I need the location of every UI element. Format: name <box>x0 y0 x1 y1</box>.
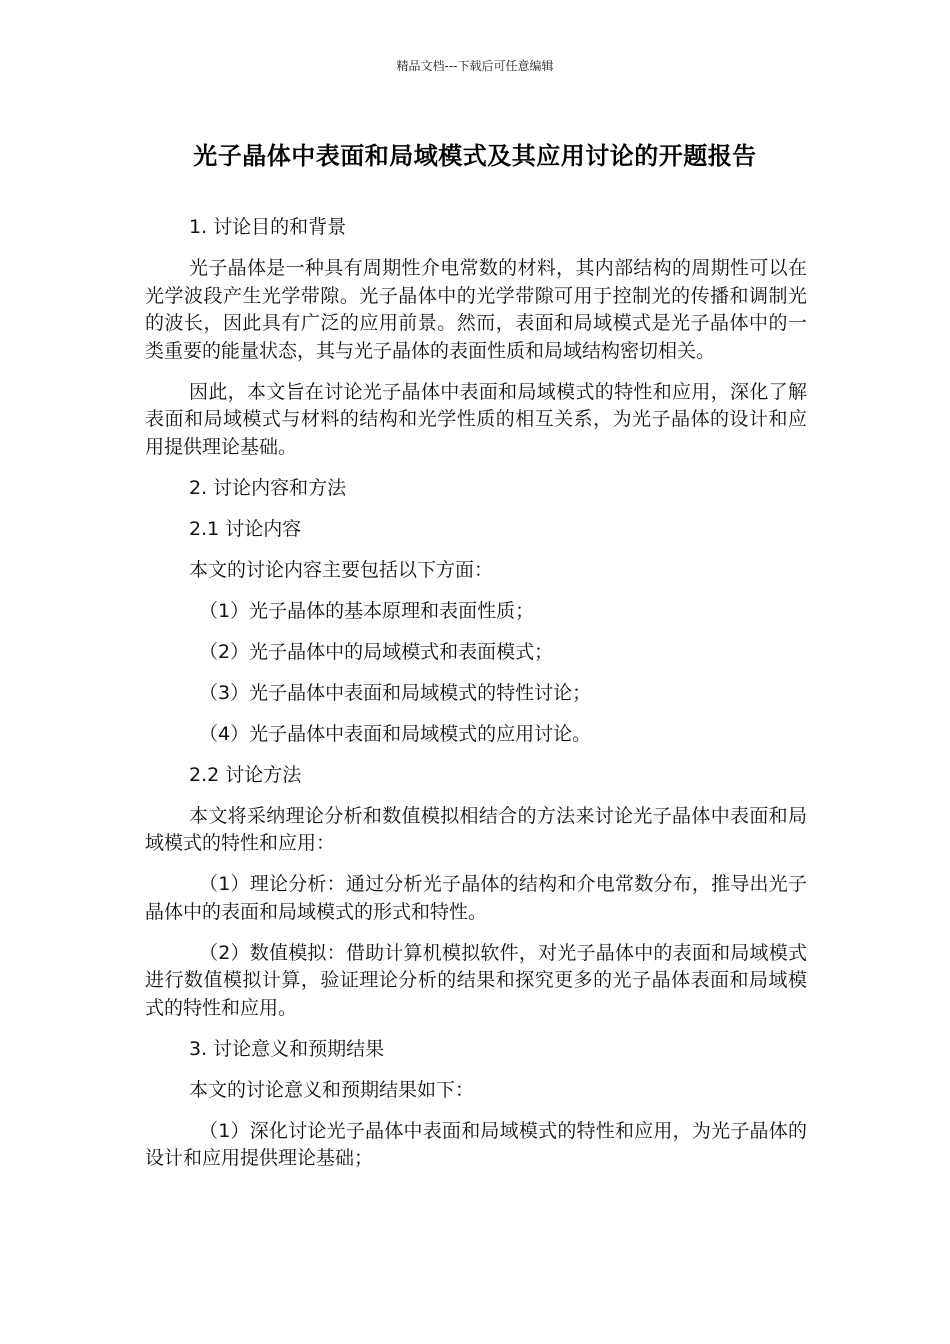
document-body <box>145 214 807 1186</box>
section-heading: 2. 讨论内容和方法 <box>189 476 347 499</box>
section-heading: 1. 讨论目的和背景 <box>189 216 347 238</box>
page-header-note: 精品文档---下载后可任意编辑 <box>396 59 554 73</box>
list-item: （4）光子晶体中表面和局域模式的应用讨论。 <box>199 722 592 745</box>
body-paragraph: 光子晶体是一种具有周期性介电常数的材料，其内部结构的周期性可以在光学波段产生光学带隙。光子晶体中的光学带隙可用于控制光的传播和调制光的波长，因此具有广泛的应用前景。然而，表面和局域模式是光子晶体中的一类重要的能量状态，其与光子晶体的表面性质和局域结构密切相关。 <box>145 257 807 362</box>
subsection-heading: 2.1 讨论内容 <box>189 517 302 540</box>
section-heading: 3. 讨论意义和预期结果 <box>189 1037 385 1060</box>
body-paragraph: 本文将采纳理论分析和数值模拟相结合的方法来讨论光子晶体中表面和局域模式的特性和应用： <box>145 804 807 854</box>
body-paragraph: 本文的讨论内容主要包括以下方面： <box>189 558 494 581</box>
body-paragraph: 因此，本文旨在讨论光子晶体中表面和局域模式的特性和应用，深化了解表面和局域模式与材料的结构和光学性质的相互关系，为光子晶体的设计和应用提供理论基础。 <box>145 380 807 458</box>
document-title: 光子晶体中表面和局域模式及其应用讨论的开题报告 <box>193 142 757 170</box>
list-item: （1）光子晶体的基本原理和表面性质； <box>199 599 535 622</box>
subsection-heading: 2.2 讨论方法 <box>189 763 302 786</box>
body-paragraph: 本文的讨论意义和预期结果如下： <box>189 1078 475 1101</box>
list-item: （3）光子晶体中表面和局域模式的特性讨论； <box>199 681 592 704</box>
list-item: （1）深化讨论光子晶体中表面和局域模式的特性和应用，为光子晶体的设计和应用提供理论基础； <box>145 1119 807 1169</box>
list-item: （2）数值模拟：借助计算机模拟软件，对光子晶体中的表面和局域模式进行数值模拟计算，验证理论分析的结果和探究更多的光子晶体表面和局域模式的特性和应用。 <box>145 941 807 1019</box>
list-item: （1）理论分析：通过分析光子晶体的结构和介电常数分布，推导出光子晶体中的表面和局域模式的形式和特性。 <box>145 873 807 923</box>
list-item: （2）光子晶体中的局域模式和表面模式； <box>199 640 554 663</box>
